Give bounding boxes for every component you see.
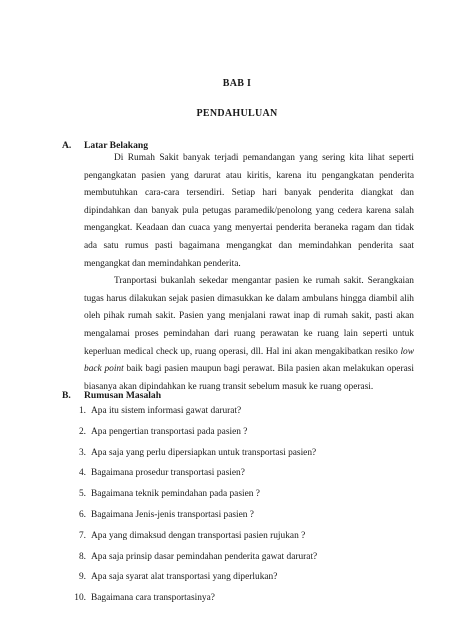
list-item-number: 4.	[78, 468, 86, 479]
paragraph-2-start: Tranportasi bukanlah sekedar mengantar pasien ke rumah sakit. Serangkaian tugas harus dilakukan sejak pasien dimasukkan ke dalam ambulans hingga diambil alih oleh pihak rumah sakit. Pasien yang menjalani rawat inap di rumah sakit, pasti akan mengalamai proses pemindahan dari ruang perawatan ke ruang lain seperti untuk keperluan medical check up, ruang operasi, dll. Hal ini akan mengakibatkan resiko	[84, 276, 414, 357]
chapter-number: BAB I	[222, 78, 252, 89]
section-b-title: Rumusan Masalah	[84, 390, 162, 401]
list-item-number: 3.	[78, 447, 86, 458]
paragraph-1: Di Rumah Sakit banyak terjadi pemandangan yang sering kita lihat seperti pengangkatan pasien yang darurat atau kiritis, karena itu pengangkatan penderita membutuhkan cara-cara tersendiri. Setiap hari banyak penderita diangkat dan dipindahkan dan banyak pula petugas paramedik/penolong yang cedera karena salah mengangkat. Keadaan dan cuaca yang menyertai penderita beraneka ragam dan tidak ada satu rumus pasti bagaimana mengangkat dan memindahkan penderita saat mengangkat dan memindahkan penderita.	[84, 153, 414, 269]
list-item-text: Bagaimana Jenis-jenis transportasi pasien ?	[91, 509, 254, 520]
list-item	[66, 505, 317, 526]
list-item	[66, 422, 317, 443]
list-item	[66, 484, 317, 505]
section-a-title: Latar Belakang	[84, 140, 149, 151]
list-item-number: 8.	[78, 551, 86, 562]
list-item-number: 5.	[78, 489, 86, 500]
section-b-heading	[62, 390, 161, 401]
list-item-text: Bagaimana cara transportasinya?	[91, 593, 215, 604]
list-item	[66, 547, 317, 568]
list-item-number: 7.	[78, 530, 86, 541]
list-item-text: Apa yang dimaksud dengan transportasi pasien rujukan ?	[91, 530, 306, 541]
paragraph-2-end: baik bagi pasien maupun bagi perawat. Bila pasien akan melakukan operasi biasanya akan dipindahkan ke ruang transit sebelum masuk ke ruang operasi.	[84, 364, 414, 392]
list-item-number: 9.	[78, 572, 86, 583]
list-item	[66, 463, 317, 484]
list-item-text: Bagaimana teknik pemindahan pada pasien ?	[91, 489, 260, 500]
list-item-text: Apa itu sistem informasi gawat darurat?	[91, 406, 242, 416]
list-item-text: Apa pengertian transportasi pada pasien ?	[91, 426, 248, 437]
list-item	[66, 401, 317, 422]
section-a-body	[84, 150, 414, 396]
list-item	[66, 443, 317, 464]
list-item	[66, 588, 317, 609]
list-item-number: 2.	[78, 426, 86, 437]
problem-list	[66, 401, 317, 609]
list-item	[66, 567, 317, 588]
paragraph-2	[84, 273, 414, 396]
list-item-number: 10.	[74, 593, 86, 604]
list-item-text: Apa saja yang perlu dipersiapkan untuk transportasi pasien?	[91, 447, 317, 458]
list-item-number: 6.	[78, 509, 86, 520]
list-item	[66, 526, 317, 547]
paragraph-2-italic-term: low back point	[84, 346, 414, 375]
section-a-letter: A.	[62, 140, 72, 151]
chapter-title: PENDAHULUAN	[196, 108, 278, 119]
list-item-text: Apa saja prinsip dasar pemindahan penderita gawat darurat?	[91, 551, 318, 562]
list-item-text: Bagaimana prosedur transportasi pasien?	[91, 468, 245, 479]
section-b-letter: B.	[62, 390, 71, 401]
list-item-text: Apa saja syarat alat transportasi yang diperlukan?	[91, 572, 278, 583]
list-item-number: 1.	[78, 406, 86, 416]
